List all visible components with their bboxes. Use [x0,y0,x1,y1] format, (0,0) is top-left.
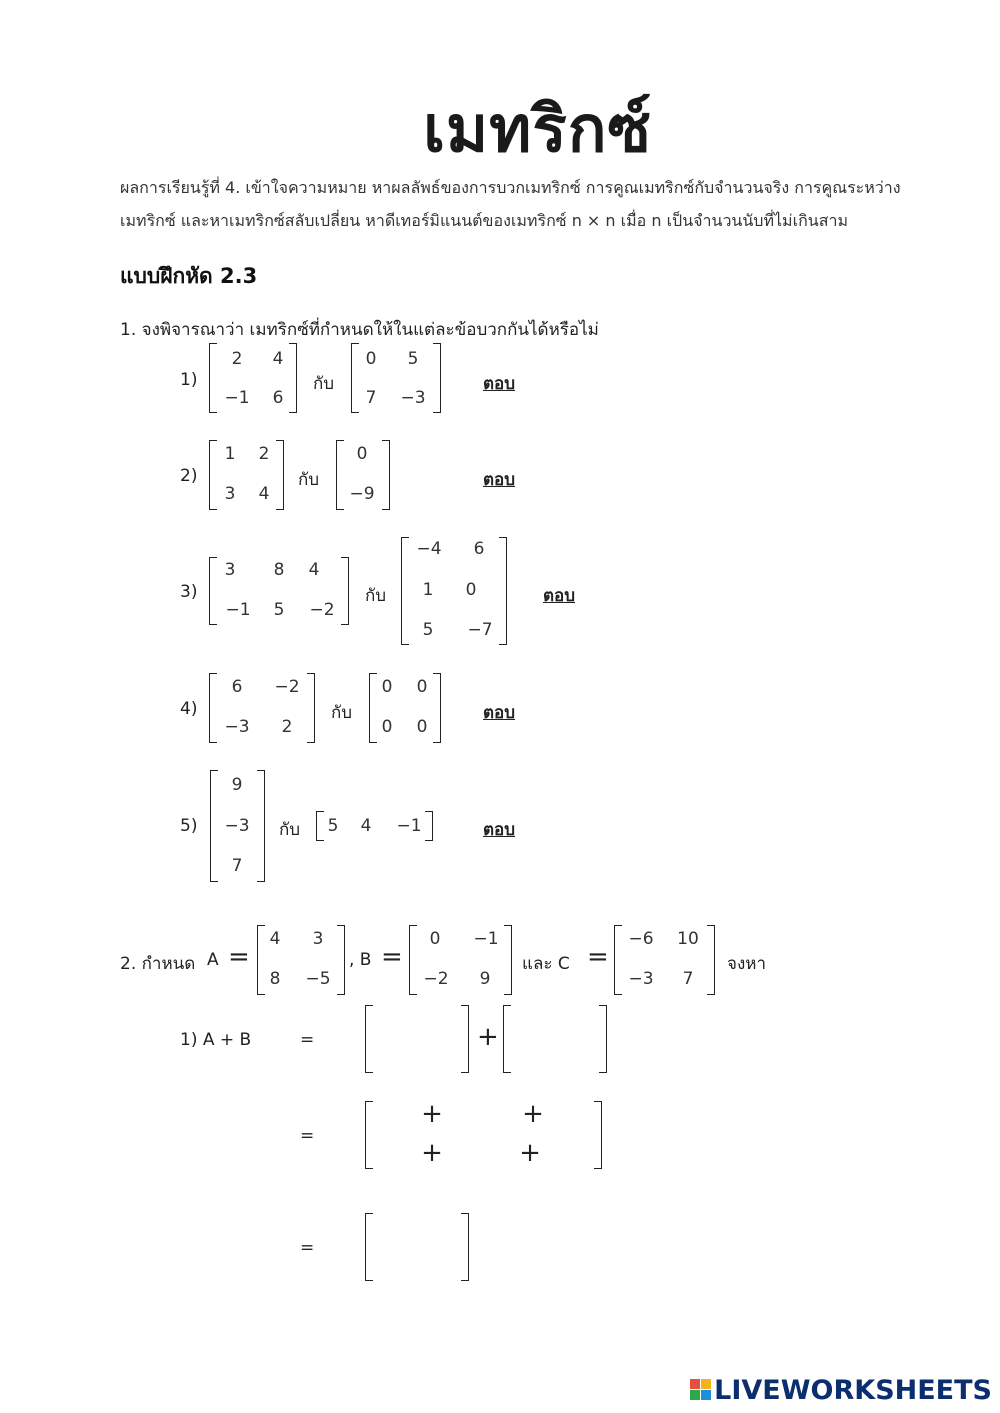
matrix-cell: 0 [381,717,393,737]
matrix-cell: −1 [224,388,250,408]
matrix-cell: 0 [465,580,477,600]
q1-item-4-with: กับ [331,703,353,723]
matrix-cell: −3 [628,969,654,989]
matrix-cell: 0 [416,677,428,697]
equals-sign: = [300,1126,315,1146]
matrix-cell: 7 [231,856,243,876]
matrix-cell: 4 [258,484,270,504]
matrix-cell: 9 [479,969,491,989]
matrix-cell: 8 [273,560,285,580]
liveworksheets-logo [690,1375,992,1406]
matrix-cell: 4 [308,560,320,580]
q1-item-3-number: 3) [180,582,198,602]
q1-item-4-answer-label: ตอบ [483,703,516,723]
q1-item-5-matrix-b [316,811,433,841]
matrix-cell: 6 [272,388,284,408]
matrix-cell: −5 [305,969,331,989]
matrix-cell: 0 [416,717,428,737]
q1-item-4-number: 4) [180,699,198,719]
equals-sign: = [381,942,403,972]
q1-item-3-matrix-a [209,557,349,625]
part-1-label: 1) A + B [180,1030,252,1050]
matrix-a [257,925,345,995]
matrix-cell: −2 [274,677,300,697]
matrix-cell: 2 [281,717,293,737]
matrix-cell: −1 [473,929,499,949]
matrix-a-label: A [207,950,219,970]
q1-item-1-answer-label: ตอบ [483,374,516,394]
answer-matrix-b-blank[interactable] [503,1005,607,1073]
matrix-cell: −1 [396,816,422,836]
matrix-cell: 1 [422,580,434,600]
matrix-cell: 4 [269,929,281,949]
logo-icon [690,1379,712,1401]
q1-item-5-answer-label: ตอบ [483,820,516,840]
question-1-prompt: 1. จงพิจารณาว่า เมทริกซ์ที่กำหนดให้ในแต่ละข้อบวกกันได้หรือไม่ [120,320,599,340]
q1-item-3-matrix-b [401,537,507,645]
q1-item-2-matrix-a [209,440,284,510]
q1-item-2-answer-label: ตอบ [483,470,516,490]
matrix-cell: −9 [349,484,375,504]
matrix-cell: 10 [677,929,699,949]
and-c-label: และ C [522,954,570,974]
matrix-cell: 0 [429,929,441,949]
matrix-cell: 0 [381,677,393,697]
q1-item-1-number: 1) [180,370,198,390]
find-label: จงหา [727,954,767,974]
matrix-cell: −3 [224,816,250,836]
matrix-cell: 3 [224,484,236,504]
logo-text: LIVEWORKSHEETS [714,1375,992,1406]
matrix-cell: 7 [682,969,694,989]
matrix-cell: 5 [273,600,285,620]
matrix-cell: −7 [467,620,493,640]
matrix-cell: 6 [473,539,485,559]
objective-line-2: เมทริกซ์ และหาเมทริกซ์สลับเปลี่ยน หาดีเทอร์มิแนนต์ของเมทริกซ์ n × n เมื่อ n เป็นจำนวนนับที่ไม่เกินสาม [120,211,848,230]
q1-item-2-number: 2) [180,466,198,486]
q1-item-1-with: กับ [313,374,335,394]
q1-item-5-with: กับ [279,820,301,840]
matrix-cell: 3 [224,560,236,580]
matrix-cell: 2 [258,444,270,464]
matrix-cell: −2 [423,969,449,989]
q1-item-5-matrix-a [210,770,265,882]
matrix-cell: 0 [356,444,368,464]
matrix-cell: 9 [231,775,243,795]
matrix-cell: 6 [231,677,243,697]
matrix-cell: 4 [272,349,284,369]
q1-item-1-matrix-b [351,343,441,413]
equals-sign: = [228,942,250,972]
equals-sign: = [587,942,609,972]
matrix-c [614,925,715,995]
answer-matrix-a-blank[interactable] [365,1005,469,1073]
plus-sign: + [522,1099,544,1129]
page-title: เมทริกซ์ [423,93,652,167]
matrix-cell: −3 [224,717,250,737]
matrix-cell: −1 [225,600,251,620]
question-2-prompt: 2. กำหนด [120,954,196,974]
matrix-cell: 5 [422,620,434,640]
matrix-cell: 2 [231,349,243,369]
q1-item-4-matrix-a [209,673,315,743]
q1-item-5-number: 5) [180,816,198,836]
answer-result-matrix[interactable] [365,1213,469,1281]
matrix-cell: 0 [365,349,377,369]
plus-sign: + [421,1099,443,1129]
q1-item-4-matrix-b [369,673,441,743]
equals-sign: = [300,1238,315,1258]
objective-line-1: ผลการเรียนรู้ที่ 4. เข้าใจความหมาย หาผลลัพธ์ของการบวกเมทริกซ์ การคูณเมทริกซ์กับจำนวนจริง การคูณระหว่าง [120,178,901,197]
matrix-cell: −4 [416,539,442,559]
q1-item-2-matrix-b [336,440,390,510]
answer-sum-matrix[interactable] [365,1101,602,1169]
matrix-cell: 5 [327,816,339,836]
matrix-cell: 8 [269,969,281,989]
plus-sign: + [421,1138,443,1168]
matrix-cell: 5 [407,349,419,369]
matrix-cell: 7 [365,388,377,408]
equals-sign: = [300,1030,315,1050]
q1-item-3-answer-label: ตอบ [543,586,576,606]
q1-item-3-with: กับ [365,586,387,606]
exercise-title: แบบฝึกหัด 2.3 [120,264,258,288]
q1-item-1-matrix-a [209,343,297,413]
q1-item-2-with: กับ [298,470,320,490]
matrix-cell: 4 [360,816,372,836]
matrix-b-label: , B [349,950,372,970]
plus-sign: + [477,1022,499,1052]
matrix-cell: 1 [224,444,236,464]
matrix-cell: −6 [628,929,654,949]
matrix-cell: −2 [309,600,335,620]
matrix-cell: 3 [312,929,324,949]
matrix-cell: −3 [400,388,426,408]
matrix-b [409,925,512,995]
plus-sign: + [519,1138,541,1168]
